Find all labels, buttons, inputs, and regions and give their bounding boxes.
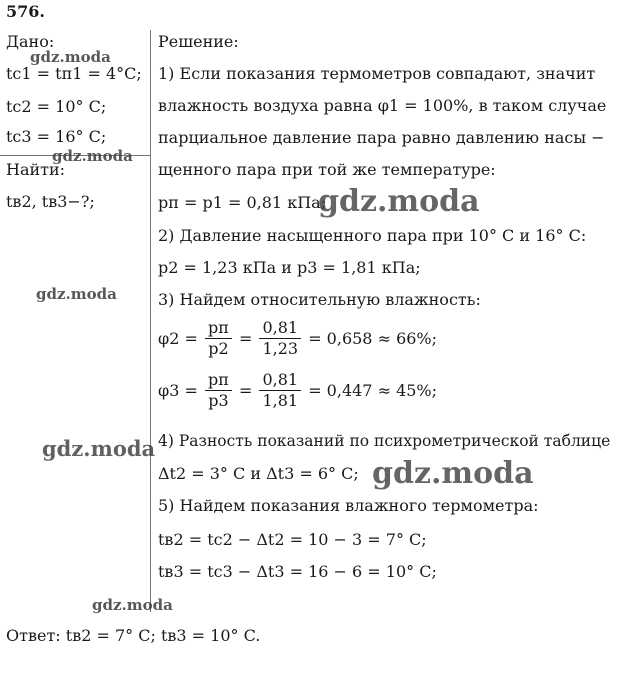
phi2-num: pп bbox=[205, 318, 232, 339]
phi3-num-value: 0,81 bbox=[259, 370, 301, 391]
step1-line-3: парциальное давление пара равно давлению насы − bbox=[158, 128, 605, 147]
watermark: gdz.moda bbox=[92, 596, 173, 614]
step4-text: 4) Разность показаний по психрометрической таблице bbox=[158, 432, 611, 450]
phi2-fraction-2 bbox=[259, 318, 301, 359]
watermark: gdz.moda bbox=[52, 147, 133, 165]
step4-formula: Δt2 = 3° C и Δt3 = 6° C; bbox=[158, 464, 359, 483]
watermark: gdz.moda bbox=[42, 436, 156, 461]
step1-line-4: щенного пара при той же температуре: bbox=[158, 160, 496, 179]
phi3-den: p3 bbox=[208, 391, 229, 410]
step2-formula: p2 = 1,23 кПа и p3 = 1,81 кПа; bbox=[158, 258, 421, 277]
phi3-formula: φ3 = $\frac{pп}{p3}$ = $\frac{0,81}{1,81}$ = 0,447 ≈ 45%; bbox=[158, 370, 438, 410]
phi2-den: p2 bbox=[208, 339, 229, 358]
phi3-fraction-1 bbox=[205, 370, 232, 411]
step5-formula-2: tв3 = tс3 − Δt3 = 16 − 6 = 10° C; bbox=[158, 562, 437, 581]
step2-text: 2) Давление насыщенного пара при 10° C и 16° C: bbox=[158, 226, 587, 245]
solution-heading: Решение: bbox=[158, 32, 239, 51]
watermark: gdz.moda bbox=[30, 48, 111, 66]
phi3-den-value: 1,81 bbox=[262, 391, 299, 410]
answer: Ответ: tв2 = 7° C; tв3 = 10° C. bbox=[6, 626, 261, 645]
phi2-lhs: φ2 = bbox=[158, 329, 198, 348]
phi2-fraction-1 bbox=[205, 318, 232, 359]
find-line-1: tв2, tв3−?; bbox=[6, 192, 95, 211]
phi3-num: pп bbox=[205, 370, 232, 391]
phi3-fraction-2 bbox=[259, 370, 301, 411]
watermark: gdz.moda bbox=[318, 184, 480, 219]
step1-formula: pп = p1 = 0,81 кПа; bbox=[158, 193, 327, 212]
step5-formula-1: tв2 = tс2 − Δt2 = 10 − 3 = 7° C; bbox=[158, 530, 427, 549]
step1-line-2: влажность воздуха равна φ1 = 100%, в таком случае bbox=[158, 96, 607, 115]
given-line-2: tс2 = 10° C; bbox=[6, 97, 107, 116]
divider-vertical bbox=[150, 30, 151, 612]
given-line-3: tс3 = 16° C; bbox=[6, 127, 107, 146]
find-label: Найти: bbox=[6, 160, 66, 179]
watermark: gdz.moda bbox=[372, 456, 534, 491]
step1-line-1: 1) Если показания термометров совпадают, значит bbox=[158, 64, 596, 83]
phi3-lhs: φ3 = bbox=[158, 381, 198, 400]
given-label: Дано: bbox=[6, 32, 55, 51]
given-line-1: tс1 = tп1 = 4°C; bbox=[6, 64, 142, 83]
step3-text: 3) Найдем относительную влажность: bbox=[158, 290, 481, 309]
phi3-rhs: = 0,447 ≈ 45%; bbox=[308, 381, 438, 400]
phi2-formula: φ2 = $\frac{pп}{p2}$ = $\frac{0,81}{1,23}$ = 0,658 ≈ 66%; bbox=[158, 318, 438, 358]
phi2-num-value: 0,81 bbox=[259, 318, 301, 339]
phi2-rhs: = 0,658 ≈ 66%; bbox=[308, 329, 438, 348]
phi2-den-value: 1,23 bbox=[262, 339, 299, 358]
step5-text: 5) Найдем показания влажного термометра: bbox=[158, 496, 539, 515]
problem-number: 576. bbox=[6, 2, 45, 21]
watermark: gdz.moda bbox=[36, 285, 117, 303]
